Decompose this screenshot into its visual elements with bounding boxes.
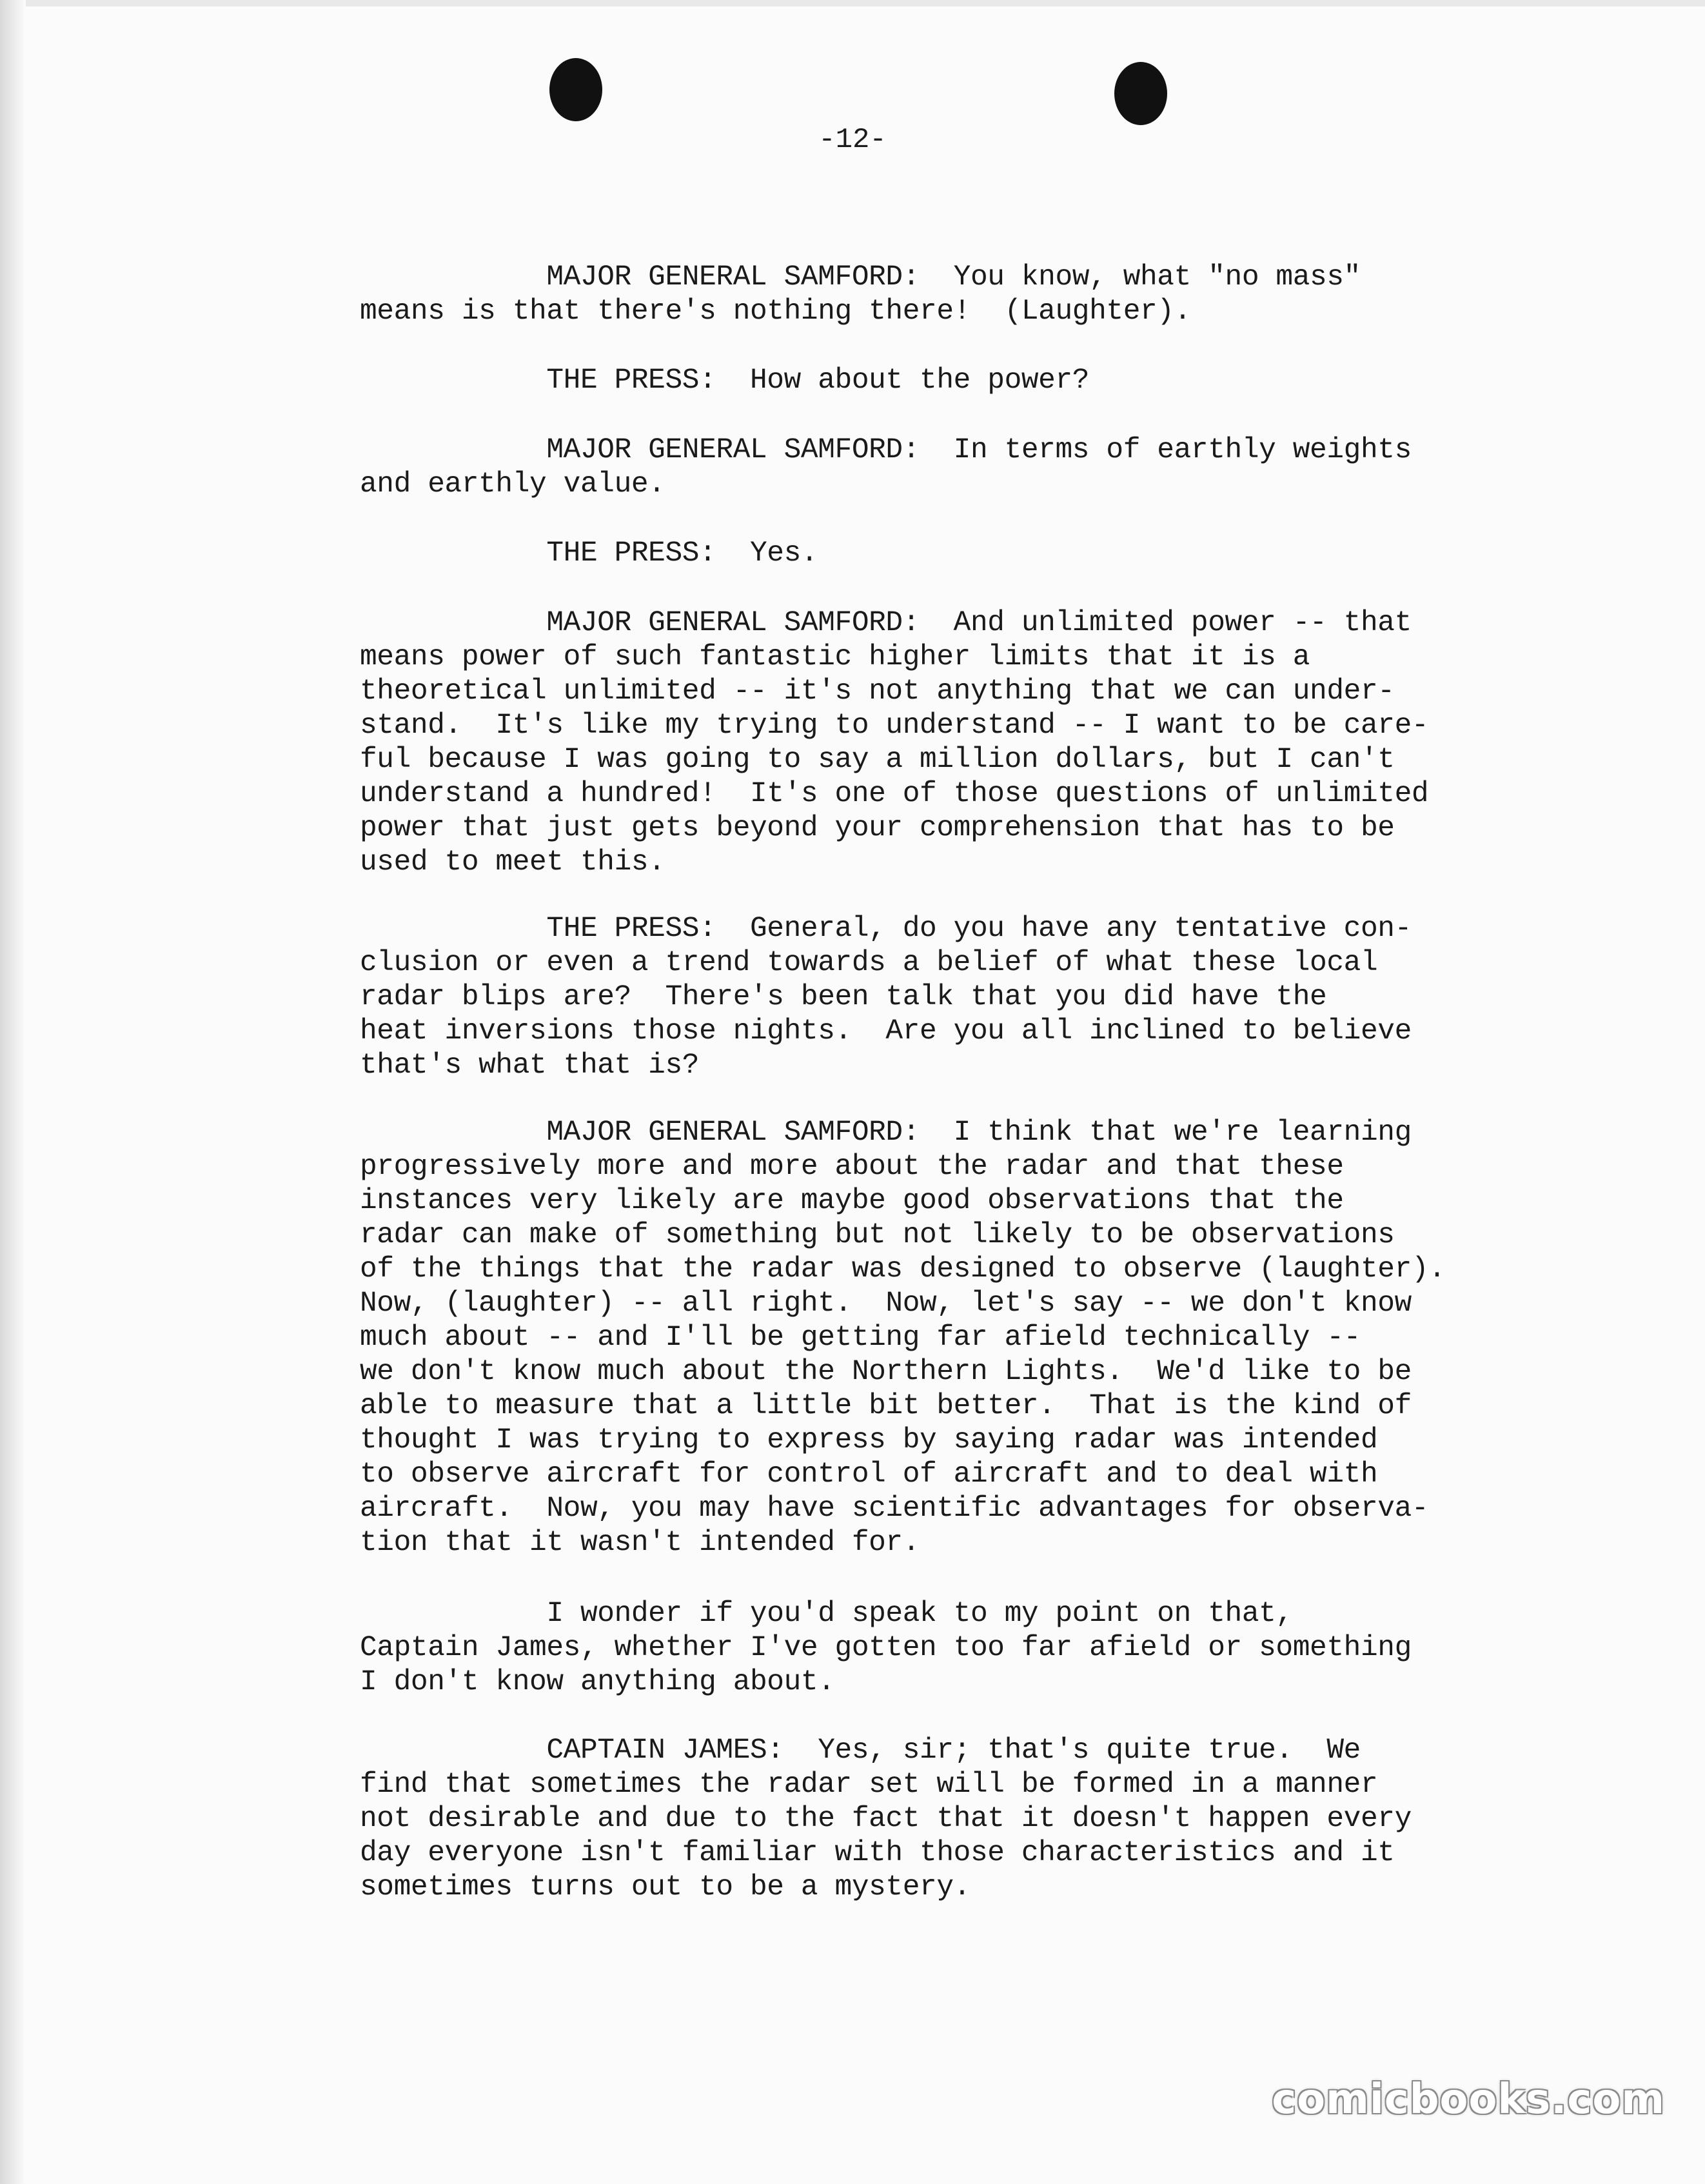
page-top-edge [0, 0, 1705, 6]
punch-hole-right [1114, 62, 1167, 125]
paragraph-press-yes: THE PRESS: Yes. [360, 537, 818, 570]
punch-hole-left [549, 58, 602, 121]
page-left-edge [0, 0, 26, 2184]
paragraph-samford-unlimited: MAJOR GENERAL SAMFORD: And unlimited power -- that means power of such fantastic higher limits that it is a theoretical unlimited -- it's not anything that we can under- stand. It's like my trying to understand -- I want to be care- ful because I was going to say a million dollars, but I can't understand a hundred! It's one of those questions of unlimited power that just gets beyond your comprehension that has to be used to meet this. [360, 607, 1429, 879]
paragraph-press-power: THE PRESS: How about the power? [360, 364, 1090, 397]
paragraph-samford-learning: MAJOR GENERAL SAMFORD: I think that we're learning progressively more and more about the radar and that these instances very likely are maybe good observations that the radar can make of something but not likely to be observations of the things that the radar was designed to observe (laughter). Now, (laughter) -- all right. Now, let's say -- we don't know much about -- and I'll be getting far afield technically -- we don't know much about the Northern Lights. We'd like to be able to measure that a little bit better. That is the kind of thought I was trying to express by saying radar was intended to observe aircraft for control of aircraft and to deal with aircraft. Now, you may have scientific advantages for observa- tion that it wasn't intended for. [360, 1117, 1446, 1559]
paragraph-press-tentative: THE PRESS: General, do you have any tentative con- clusion or even a trend towards a belief of what these local radar blips are? There's been talk that you did have the heat inversions those nights. Are you all inclined to believe that's what that is? [360, 913, 1412, 1082]
paragraph-samford-wonder: I wonder if you'd speak to my point on that, Captain James, whether I've gotten too far afield or something I don't know anything about. [360, 1598, 1412, 1698]
paragraph-captain-james: CAPTAIN JAMES: Yes, sir; that's quite true. We find that sometimes the radar set will be formed in a manner not desirable and due to the fact that it doesn't happen every day everyone isn't familiar with those characteristics and it sometimes turns out to be a mystery. [360, 1734, 1412, 1903]
paragraph-samford-earthly: MAJOR GENERAL SAMFORD: In terms of earthly weights and earthly value. [360, 434, 1412, 501]
watermark-text: comicbooks.com [1272, 2076, 1665, 2123]
paragraph-samford-no-mass: MAJOR GENERAL SAMFORD: You know, what "no mass" means is that there's nothing there! (Laughter). [360, 261, 1361, 328]
page-number: -12- [818, 124, 887, 156]
